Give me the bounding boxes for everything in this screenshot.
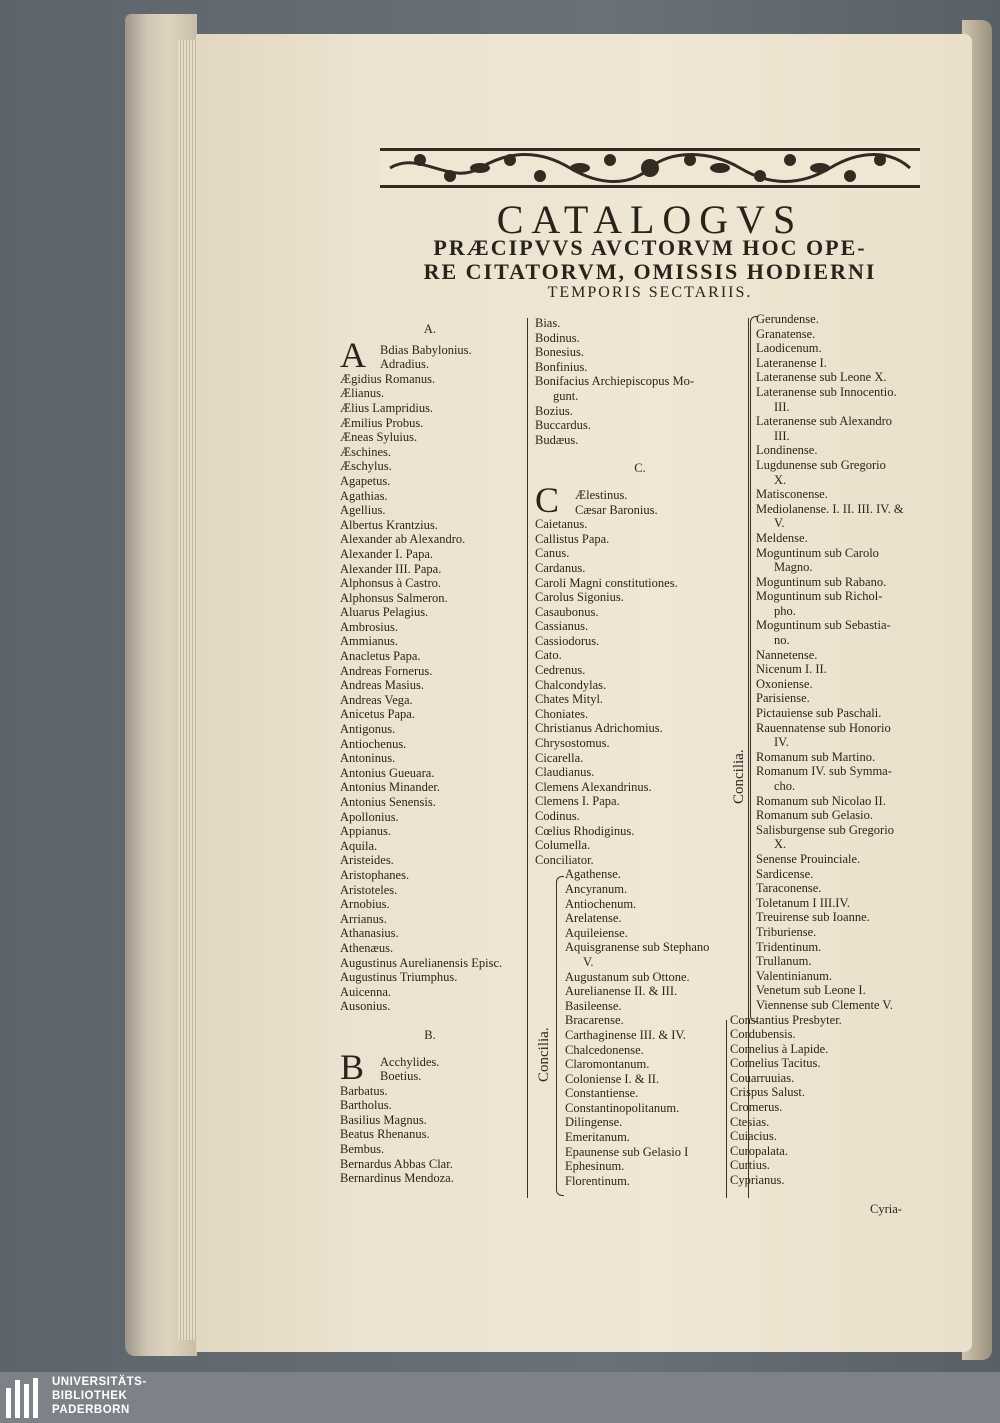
catalog-entry: Athenæus.	[340, 940, 394, 955]
catalog-entry: Triburiense.	[756, 924, 817, 939]
library-logo-icon	[4, 1376, 46, 1420]
catalog-entry: Adradius.	[380, 357, 429, 372]
catalog-entry: Chrysostomus.	[535, 736, 610, 751]
catalog-entry: III.	[774, 399, 790, 414]
catalog-entry: Ctesias.	[730, 1114, 770, 1129]
catalog-entry: Bracarense.	[565, 1013, 624, 1028]
catalog-entry: Salisburgense sub Gregorio	[756, 822, 894, 837]
library-name-line-3: PADERBORN	[52, 1404, 130, 1416]
catalog-entry: Agathias.	[340, 488, 388, 503]
catalog-entry: Codinus.	[535, 809, 580, 823]
library-name-line-1: UNIVERSITÄTS-	[52, 1376, 147, 1388]
catalog-entry: Aquila.	[340, 838, 378, 853]
catalog-entry: Romanum sub Gelasio.	[756, 808, 874, 823]
catalog-entry: Augustanum sub Ottone.	[565, 969, 690, 984]
catalog-entry: Moguntinum sub Richol-	[756, 589, 883, 604]
catalog-entry: Budæus.	[535, 432, 579, 447]
catalog-entry: Arnobius.	[340, 897, 390, 912]
catalog-entry: Gerundense.	[756, 312, 819, 326]
catalog-entry: Canus.	[535, 546, 570, 561]
catalog-entry: Antonius Minander.	[340, 780, 440, 795]
catalog-entry: Arrianus.	[340, 911, 387, 926]
catalog-entry: Cassianus.	[535, 619, 589, 634]
drop-cap-b: B	[340, 1046, 365, 1087]
catalog-entry: Antiochenus.	[340, 736, 407, 751]
catalog-entry: Emeritanum.	[565, 1130, 630, 1145]
catalog-entry: Cyprianus.	[730, 1173, 785, 1188]
catalog-entry: Caietanus.	[535, 517, 588, 532]
catalog-entry: Curtius.	[730, 1158, 770, 1173]
catalog-entry: Anicetus Papa.	[340, 707, 415, 722]
catalog-entry: Claudianus.	[535, 765, 595, 780]
entries-c-list	[535, 517, 745, 867]
catalog-entry: III.	[774, 428, 790, 443]
catalog-entry: Apollonius.	[340, 809, 399, 824]
catalog-entry: Ephesinum.	[565, 1159, 625, 1174]
catalog-entry: Augustinus Aurelianensis Episc.	[340, 955, 503, 970]
catalog-entry: Cassiodorus.	[535, 633, 600, 648]
catalog-entry: Moguntinum sub Rabano.	[756, 574, 887, 589]
catalog-entry: Cæsar Baronius.	[575, 502, 658, 517]
catalog-entry: Londinense.	[756, 443, 818, 458]
section-letter-b: B.	[424, 1027, 436, 1042]
catalog-entry: Bdias Babylonius.	[380, 342, 472, 357]
catalog-entry: X.	[774, 472, 787, 487]
catalog-entry: Aluarus Pelagius.	[340, 605, 429, 620]
catalog-entry: Mediolanense. I. II. III. IV. &	[756, 501, 904, 516]
catalog-entry: Cœlius Rhodiginus.	[535, 823, 635, 838]
catalog-entry: Aurelianense II. & III.	[565, 984, 678, 999]
catalog-entry: Antiochenum.	[565, 896, 637, 911]
catalog-entry: Alexander ab Alexandro.	[340, 532, 466, 547]
catalog-entry: Alexander III. Papa.	[340, 561, 442, 576]
catalog-entry: Aristophanes.	[340, 867, 410, 882]
catalog-entry: Constantiense.	[565, 1086, 639, 1101]
catalog-entry: Antoninus.	[340, 751, 396, 766]
catalog-entry: Basileense.	[565, 998, 622, 1013]
catalog-entry: Ælius Lampridius.	[340, 400, 434, 415]
catalog-entry: Andreas Fornerus.	[340, 663, 433, 678]
concilia-label-2: Concilia.	[731, 749, 747, 804]
catalog-entry: Bonifacius Archiepiscopus Mo-	[535, 374, 695, 389]
catalog-entry: Cato.	[535, 648, 562, 663]
catalog-entry: Ancyranum.	[565, 881, 628, 896]
concilia-brace-2	[750, 316, 758, 1022]
catalog-entry: Viennense sub Clemente V.	[756, 997, 893, 1012]
drop-cap-entry-c	[535, 479, 745, 520]
ornament-band	[380, 146, 920, 190]
catalog-entry: Augustinus Triumphus.	[340, 970, 458, 985]
catalog-entry: Boetius.	[380, 1069, 422, 1084]
catalog-entry: Acchylides.	[380, 1054, 440, 1069]
concilia-label-1: Concilia.	[536, 1027, 552, 1082]
catalog-entry: Couarruuias.	[730, 1070, 795, 1085]
catalog-entry: Auicenna.	[340, 984, 392, 999]
catalog-entry: Nannetense.	[756, 647, 818, 662]
catalog-entry: Caroli Magni constitutiones.	[535, 575, 678, 590]
catalog-entry: Anacletus Papa.	[340, 649, 421, 664]
catchword: Cyria-	[870, 1202, 902, 1216]
catalog-entry: Bembus.	[340, 1142, 385, 1157]
catalog-entry: Aristoteles.	[340, 882, 398, 897]
catalog-entry: Romanum IV. sub Symma-	[756, 764, 892, 779]
catalog-entry: V.	[583, 954, 594, 969]
catalog-entry: Cornelius à Lapide.	[730, 1041, 829, 1056]
catalog-entry: Ælianus.	[340, 386, 385, 401]
library-name-line-2: BIBLIOTHEK	[52, 1390, 128, 1402]
catalog-entry: Lateranense sub Alexandro	[756, 414, 893, 429]
catalog-entry: Antigonus.	[340, 722, 396, 737]
catalog-entry: Granatense.	[756, 326, 816, 341]
catalog-entry: Laodicenum.	[756, 341, 822, 356]
section-letter-a: A.	[423, 322, 437, 336]
catalog-entry: Æschines.	[340, 444, 392, 459]
subtitle-line-1: PRÆCIPVVS AVCTORVM HOC OPE-	[433, 235, 867, 260]
library-name	[52, 1375, 147, 1417]
catalog-entry: Bernardus Abbas Clar.	[340, 1156, 453, 1171]
column-2	[535, 316, 745, 1188]
catalog-entry: Bonesius.	[535, 345, 584, 360]
catalog-entry: Tridentinum.	[756, 939, 822, 954]
catalog-entry: gunt.	[553, 388, 579, 403]
catalog-entry: Columella.	[535, 838, 591, 853]
drop-cap-entry-b	[340, 1046, 520, 1087]
catalog-entry: Cuiacius.	[730, 1129, 777, 1144]
concilia-brace-1	[556, 876, 564, 1196]
catalog-entry: Bozius.	[535, 403, 573, 418]
catalog-entry: Venetum sub Leone I.	[756, 983, 866, 998]
catalog-entry: Athanasius.	[340, 926, 399, 941]
catalog-entry: Conciliator.	[535, 852, 594, 867]
catalog-entry: Lateranense I.	[756, 355, 827, 370]
catalog-entry: Clemens I. Papa.	[535, 794, 620, 809]
catalog-entry: Antonius Gueuara.	[340, 765, 435, 780]
drop-cap-entry-a	[340, 334, 520, 375]
catalog-entry: Callistus Papa.	[535, 531, 610, 546]
catalog-entry: Lateranense sub Leone X.	[756, 370, 887, 385]
concilia-list-2	[730, 312, 930, 1013]
column-divider-1	[527, 318, 528, 1198]
entries-b-cont-list	[535, 316, 745, 447]
catalog-entry: V.	[774, 516, 785, 531]
catalog-entry: Appianus.	[340, 824, 392, 839]
catalog-entry: Moguntinum sub Carolo	[756, 545, 879, 560]
catalog-entry: Aristeides.	[340, 853, 394, 868]
catalog-entry: Curopalata.	[730, 1143, 788, 1158]
catalog-entry: Taraconense.	[756, 881, 822, 896]
catalog-entry: Bonfinius.	[535, 359, 588, 374]
catalog-entry: Beatus Rhenanus.	[340, 1127, 430, 1142]
catalog-entry: Treuirense sub Ioanne.	[756, 910, 870, 925]
catalog-entry: Choniates.	[535, 706, 589, 721]
catalog-entry: Chalcedonense.	[565, 1042, 644, 1057]
catalog-entry: Oxoniense.	[756, 676, 813, 691]
catalog-entry: Sardicense.	[756, 866, 814, 881]
catalog-entry: Valentinianum.	[756, 968, 833, 983]
catalog-entry: Senense Prouinciale.	[756, 851, 861, 866]
catalog-entry: Andreas Masius.	[340, 678, 425, 693]
catalog-entry: Casaubonus.	[535, 604, 599, 619]
catalog-entry: Aquisgranense sub Stephano	[565, 940, 710, 955]
catalog-entry: Aquileiense.	[565, 925, 628, 940]
catalog-entry: Ammianus.	[340, 634, 398, 649]
catalog-entry: Carolus Sigonius.	[535, 590, 624, 605]
catalog-entry: Æmilius Probus.	[340, 415, 424, 430]
catalog-entry: Cedrenus.	[535, 663, 586, 678]
catalog-entry: Trullanum.	[756, 954, 812, 969]
library-footer	[0, 1372, 1000, 1423]
catalog-entry: Ambrosius.	[340, 619, 398, 634]
catalog-entry: Æschylus.	[340, 459, 392, 474]
catalog-entry: Epaunense sub Gelasio I	[565, 1144, 689, 1159]
catalog-entry: Crispus Salust.	[730, 1085, 806, 1100]
catalog-entry: Dilingense.	[565, 1115, 623, 1130]
catalog-entry: Romanum sub Nicolao II.	[756, 793, 886, 808]
catalog-entry: Pictauiense sub Paschali.	[756, 706, 882, 721]
catalog-entry: Ausonius.	[340, 999, 391, 1014]
catalog-entry: Agapetus.	[340, 473, 391, 488]
catalog-entry: pho.	[774, 603, 796, 618]
catalog-entry: Toletanum I III.IV.	[756, 895, 851, 910]
catalog-entry: Æneas Syluius.	[340, 430, 418, 445]
catalog-entry: Barbatus.	[340, 1083, 388, 1098]
catalog-entry: Chates Mityl.	[535, 692, 604, 707]
catalog-entry: IV.	[774, 735, 789, 750]
catalog-entry: no.	[774, 633, 790, 648]
catalog-entry: X.	[774, 837, 787, 852]
catalog-entry: Lugdunense sub Gregorio	[756, 457, 886, 472]
concilia-list-1	[535, 867, 745, 1188]
catalog-entry: Clemens Alexandrinus.	[535, 779, 652, 794]
column-3	[730, 312, 930, 1188]
catalog-entry: Agellius.	[340, 503, 386, 518]
catalog-entry: Claromontanum.	[565, 1057, 650, 1072]
catalog-entry: Bartholus.	[340, 1098, 392, 1113]
column-3-bottom-rule	[726, 1020, 727, 1198]
catalog-entry: Albertus Krantzius.	[340, 517, 438, 532]
subtitle-line-3: TEMPORIS SECTARIIS.	[547, 284, 753, 301]
catalog-entry: Cromerus.	[730, 1100, 783, 1115]
catalog-entry: Alphonsus Salmeron.	[340, 590, 448, 605]
catalog-entry: Matisconense.	[756, 487, 828, 502]
subtitle-line-2: RE CITATORVM, OMISSIS HODIERNI	[423, 259, 877, 284]
catalog-entry: Coloniense I. & II.	[565, 1071, 660, 1086]
drop-cap-a: A	[340, 334, 366, 375]
entries-a-list	[340, 372, 520, 1014]
catalog-entry: Romanum sub Martino.	[756, 749, 876, 764]
catalog-entry: Constantius Presbyter.	[730, 1012, 842, 1027]
section-letter-c: C.	[634, 461, 646, 476]
catalog-entry: Carthaginense III. & IV.	[565, 1027, 686, 1042]
entries-c-cont-list	[730, 1013, 930, 1188]
catalog-entry: Lateranense sub Innocentio.	[756, 384, 897, 399]
catalog-entry: Cornelius Tacitus.	[730, 1056, 821, 1071]
catalog-entry: Bernardinus Mendoza.	[340, 1171, 454, 1186]
catalog-entry: Agathense.	[565, 867, 621, 882]
drop-cap-c: C	[535, 479, 560, 520]
catalog-entry: Cordubensis.	[730, 1027, 796, 1042]
catalog-entry: Parisiense.	[756, 691, 810, 706]
catalog-entry: Alphonsus à Castro.	[340, 576, 442, 591]
entries-b-list	[340, 1084, 520, 1186]
catalog-entry: cho.	[774, 779, 796, 793]
catalog-entry: Bias.	[535, 316, 561, 330]
floral-ornament-icon	[380, 146, 920, 190]
catalog-entry: Moguntinum sub Sebastia-	[756, 618, 891, 633]
catalog-entry: Arelatense.	[565, 911, 622, 926]
catalog-entry: Buccardus.	[535, 418, 591, 433]
catalog-entry: Florentinum.	[565, 1173, 630, 1188]
catalog-entry: Basilius Magnus.	[340, 1112, 427, 1127]
catalog-entry: Chalcondylas.	[535, 677, 607, 692]
catalog-entry: Bodinus.	[535, 330, 580, 345]
catalog-entry: Andreas Vega.	[340, 692, 413, 707]
catalog-entry: Christianus Adrichomius.	[535, 721, 663, 736]
catalog-entry: Cicarella.	[535, 750, 584, 765]
catalog-entry: Ægidius Romanus.	[340, 371, 436, 386]
catalog-entry: Cardanus.	[535, 560, 586, 575]
column-1	[340, 314, 520, 1186]
catalog-entry: Meldense.	[756, 530, 808, 545]
catalog-entry: Alexander I. Papa.	[340, 546, 434, 561]
page-subtitle	[370, 236, 930, 284]
catalog-entry: Nicenum I. II.	[756, 662, 827, 677]
catalog-entry: Constantinopolitanum.	[565, 1100, 680, 1115]
catalog-entry: Ælestinus.	[575, 487, 628, 502]
catalog-entry: Rauennatense sub Honorio	[756, 720, 891, 735]
catalog-entry: Magno.	[774, 560, 813, 575]
catalog-entry: Antonius Senensis.	[340, 795, 436, 809]
page-title: CATALOGVS	[496, 197, 804, 242]
